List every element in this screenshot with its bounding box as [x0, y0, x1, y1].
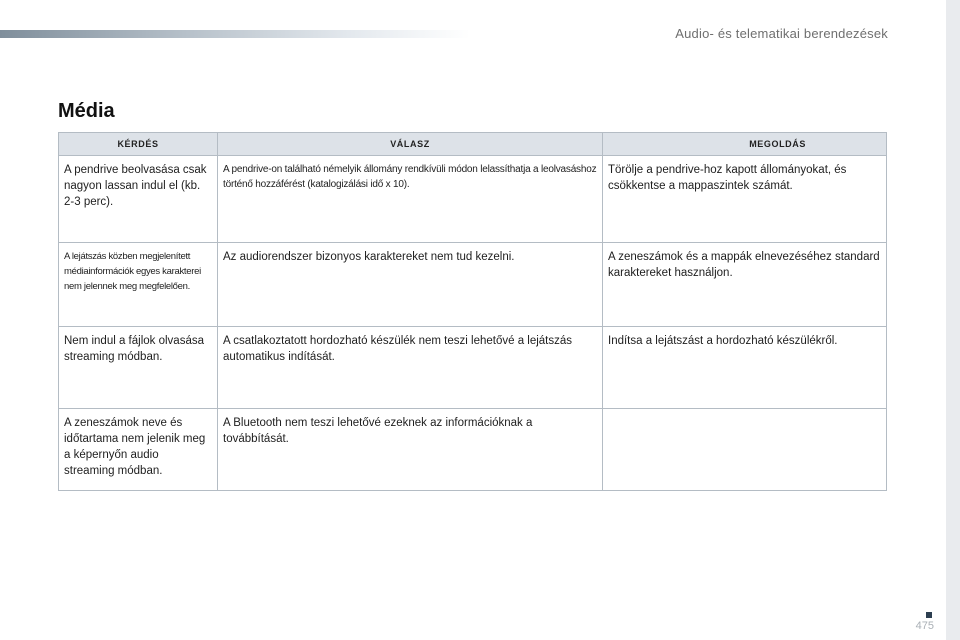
table-row: [59, 156, 887, 243]
question-cell: Nem indul a fájlok olvasása streaming módban.: [59, 327, 218, 409]
question-cell: A zeneszámok neve és időtartama nem jelenik meg a képernyőn audio streaming módban.: [59, 409, 218, 491]
answer-cell: A Bluetooth nem teszi lehetővé ezeknek az információknak a továbbítását.: [218, 409, 603, 491]
question-cell: A lejátszás közben megjelenített médiainformációk egyes karakterei nem jelennek meg megfelelően.: [59, 243, 218, 327]
page-edge-strip: [946, 0, 960, 640]
table-row: [59, 327, 887, 409]
answer-cell: Az audiorendszer bizonyos karaktereket nem tud kezelni.: [218, 243, 603, 327]
question-cell: A pendrive beolvasása csak nagyon lassan indul el (kb. 2-3 perc).: [59, 156, 218, 243]
page-number: 475: [915, 620, 934, 632]
page-marker-icon: [926, 612, 932, 618]
solution-cell: [603, 409, 887, 491]
table-row: [59, 243, 887, 327]
answer-cell: A pendrive-on található némelyik állomány rendkívüli módon lelassíthatja a leolvasáshoz történő hozzáférést (katalogizálási idő x 10).: [218, 156, 603, 243]
table-row: [59, 409, 887, 491]
faq-table: [58, 132, 887, 491]
solution-cell: A zeneszámok és a mappák elnevezéséhez standard karaktereket használjon.: [603, 243, 887, 327]
page-title: Média: [58, 100, 115, 122]
solution-cell: Törölje a pendrive-hoz kapott állományokat, és csökkentse a mappaszintek számát.: [603, 156, 887, 243]
header-decorative-bar: [0, 30, 470, 38]
solution-cell: Indítsa a lejátszást a hordozható készülékről.: [603, 327, 887, 409]
column-header-solution: MEGOLDÁS: [603, 133, 887, 156]
column-header-answer: VÁLASZ: [218, 133, 603, 156]
table-header-row: [59, 133, 887, 156]
column-header-question: KÉRDÉS: [59, 133, 218, 156]
section-title: Audio- és telematikai berendezések: [675, 26, 888, 41]
answer-cell: A csatlakoztatott hordozható készülék nem teszi lehetővé a lejátszás automatikus indítását.: [218, 327, 603, 409]
